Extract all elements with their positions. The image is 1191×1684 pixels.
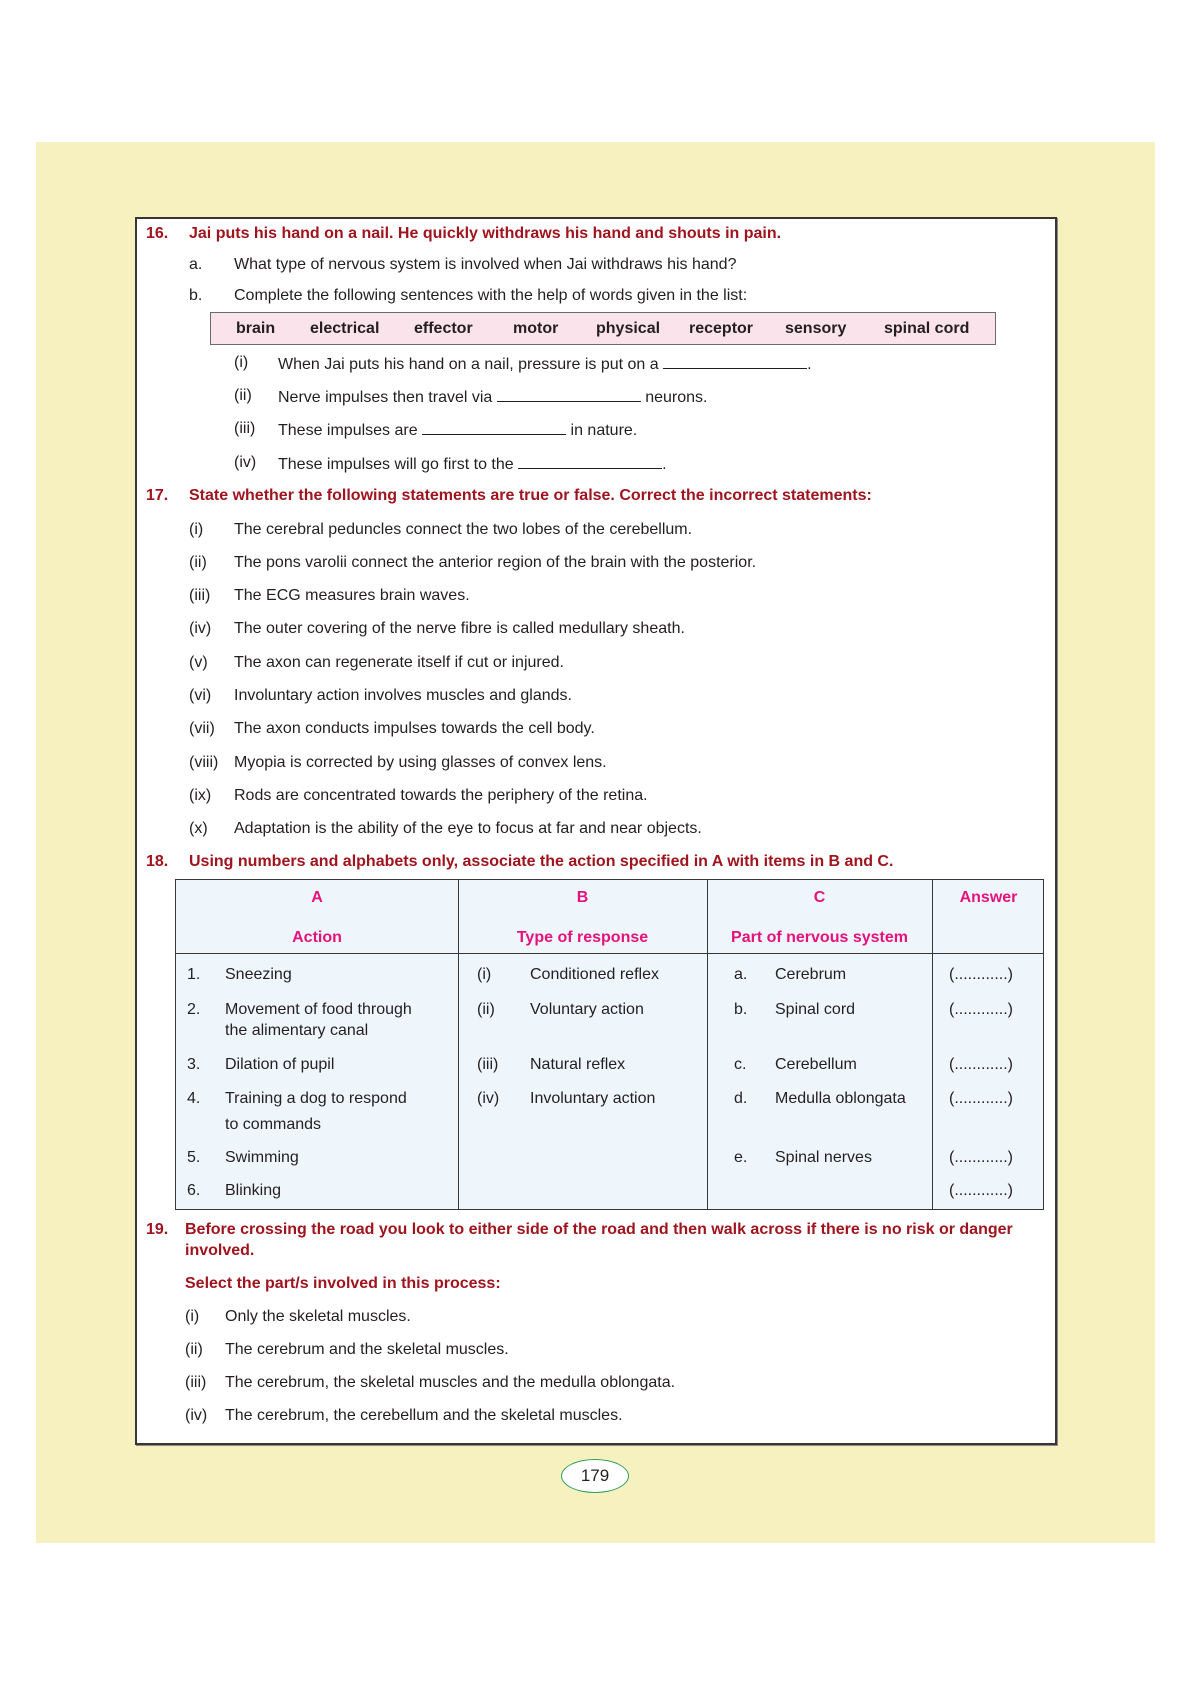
word-item: motor <box>513 320 559 337</box>
fill-blank-sentence: Nerve impulses then travel via neurons. <box>278 389 708 406</box>
response-text: Voluntary action <box>530 1001 644 1018</box>
column-b-header: Type of response <box>516 929 649 946</box>
statement-text: Involuntary action involves muscles and glands. <box>234 687 572 704</box>
question-number: 17. <box>146 487 169 504</box>
statement-text: Myopia is corrected by using glasses of convex lens. <box>234 754 607 771</box>
option-label: (ii) <box>185 1341 203 1358</box>
action-number: 3. <box>187 1056 201 1073</box>
column-a-letter: A <box>311 889 323 906</box>
word-item: electrical <box>310 320 380 337</box>
response-text: Natural reflex <box>530 1056 626 1073</box>
item-label: (v) <box>189 654 208 671</box>
action-text-cont: to commands <box>225 1116 322 1133</box>
answer-field[interactable]: (............) <box>949 1056 1013 1073</box>
item-label: (i) <box>189 521 204 538</box>
item-label: (vii) <box>189 720 215 737</box>
word-item: spinal cord <box>884 320 970 337</box>
action-number: 5. <box>187 1149 201 1166</box>
action-text: Movement of food through <box>225 1001 412 1018</box>
option-text: Only the skeletal muscles. <box>225 1308 411 1325</box>
answer-blank[interactable] <box>663 354 807 369</box>
statement-text: The outer covering of the nerve fibre is called medullary sheath. <box>234 620 685 637</box>
statement-text: The axon conducts impulses towards the cell body. <box>234 720 595 737</box>
column-divider <box>932 880 933 1209</box>
response-number: (iv) <box>477 1090 500 1107</box>
part-letter: d. <box>734 1090 748 1107</box>
matching-table <box>175 879 1044 1210</box>
statement-text: The ECG measures brain waves. <box>234 587 470 604</box>
action-number: 2. <box>187 1001 201 1018</box>
page-number: 179 <box>561 1459 629 1493</box>
action-number: 6. <box>187 1182 201 1199</box>
answer-field[interactable]: (............) <box>949 1149 1013 1166</box>
question-number: 19. <box>146 1221 169 1238</box>
question-title: State whether the following statements are true or false. Correct the incorrect statements: <box>189 487 872 504</box>
part-letter: c. <box>734 1056 747 1073</box>
action-text: Sneezing <box>225 966 292 983</box>
question-subtitle: Select the part/s involved in this process: <box>185 1275 501 1292</box>
response-number: (ii) <box>477 1001 495 1018</box>
column-a-header: Action <box>292 929 342 946</box>
response-number: (i) <box>477 966 492 983</box>
answer-field[interactable]: (............) <box>949 1001 1013 1018</box>
part-text: Cerebrum <box>775 966 847 983</box>
action-text-cont: the alimentary canal <box>225 1022 369 1039</box>
item-label: (x) <box>189 820 208 837</box>
action-number: 4. <box>187 1090 201 1107</box>
option-label: (iv) <box>185 1407 208 1424</box>
item-label: (ix) <box>189 787 212 804</box>
part-letter: b. <box>734 1001 748 1018</box>
item-label: (vi) <box>189 687 212 704</box>
option-label: (i) <box>185 1308 200 1325</box>
answer-blank[interactable] <box>422 420 566 435</box>
word-item: physical <box>596 320 661 337</box>
fill-blank-sentence: When Jai puts his hand on a nail, pressure is put on a . <box>278 356 812 373</box>
answer-field[interactable]: (............) <box>949 1182 1013 1199</box>
header-divider <box>176 953 1043 954</box>
action-number: 1. <box>187 966 201 983</box>
column-answer-header: Answer <box>959 889 1018 906</box>
sentence-label: (iii) <box>234 420 256 437</box>
statement-text: The cerebral peduncles connect the two lobes of the cerebellum. <box>234 521 693 538</box>
word-item: receptor <box>689 320 754 337</box>
statement-text: The pons varolii connect the anterior region of the brain with the posterior. <box>234 554 757 571</box>
fill-blank-sentence: These impulses are in nature. <box>278 422 638 439</box>
part-label: a. <box>189 256 203 273</box>
column-b-letter: B <box>576 889 589 906</box>
action-text: Swimming <box>225 1149 299 1166</box>
answer-blank[interactable] <box>497 387 641 402</box>
sentence-label: (ii) <box>234 387 252 404</box>
option-text: The cerebrum and the skeletal muscles. <box>225 1341 509 1358</box>
response-text: Involuntary action <box>530 1090 656 1107</box>
part-text: What type of nervous system is involved when Jai withdraws his hand? <box>234 256 737 273</box>
sentence-label: (i) <box>234 354 249 371</box>
statement-text: Rods are concentrated towards the periphery of the retina. <box>234 787 648 804</box>
part-letter: a. <box>734 966 748 983</box>
part-letter: e. <box>734 1149 748 1166</box>
item-label: (viii) <box>189 754 219 771</box>
column-c-header: Part of nervous system <box>731 929 908 946</box>
part-text: Spinal nerves <box>775 1149 872 1166</box>
word-item: brain <box>236 320 276 337</box>
part-label: b. <box>189 287 203 304</box>
column-c-letter: C <box>813 889 826 906</box>
word-item: effector <box>414 320 473 337</box>
part-text: Complete the following sentences with the help of words given in the list: <box>234 287 748 304</box>
question-title: Before crossing the road you look to either side of the road and then walk across if there is no risk or danger <box>185 1221 1013 1238</box>
response-number: (iii) <box>477 1056 499 1073</box>
action-text: Training a dog to respond <box>225 1090 407 1107</box>
question-title-cont: involved. <box>185 1242 255 1259</box>
option-label: (iii) <box>185 1374 207 1391</box>
option-text: The cerebrum, the cerebellum and the skeletal muscles. <box>225 1407 623 1424</box>
fill-blank-sentence: These impulses will go first to the . <box>278 456 667 473</box>
question-number: 18. <box>146 853 169 870</box>
word-list-box <box>210 312 996 345</box>
option-text: The cerebrum, the skeletal muscles and the medulla oblongata. <box>225 1374 676 1391</box>
item-label: (iv) <box>189 620 212 637</box>
question-title: Using numbers and alphabets only, associate the action specified in A with items in B and C. <box>189 853 894 870</box>
question-title: Jai puts his hand on a nail. He quickly withdraws his hand and shouts in pain. <box>189 225 782 242</box>
part-text: Cerebellum <box>775 1056 857 1073</box>
part-text: Medulla oblongata <box>775 1090 906 1107</box>
question-number: 16. <box>146 225 169 242</box>
answer-field[interactable]: (............) <box>949 1090 1013 1107</box>
part-text: Spinal cord <box>775 1001 856 1018</box>
item-label: (ii) <box>189 554 207 571</box>
answer-field[interactable]: (............) <box>949 966 1013 983</box>
sentence-label: (iv) <box>234 454 257 471</box>
action-text: Blinking <box>225 1182 282 1199</box>
item-label: (iii) <box>189 587 211 604</box>
statement-text: The axon can regenerate itself if cut or injured. <box>234 654 564 671</box>
word-item: sensory <box>785 320 847 337</box>
answer-blank[interactable] <box>518 454 662 469</box>
action-text: Dilation of pupil <box>225 1056 335 1073</box>
statement-text: Adaptation is the ability of the eye to focus at far and near objects. <box>234 820 702 837</box>
response-text: Conditioned reflex <box>530 966 659 983</box>
